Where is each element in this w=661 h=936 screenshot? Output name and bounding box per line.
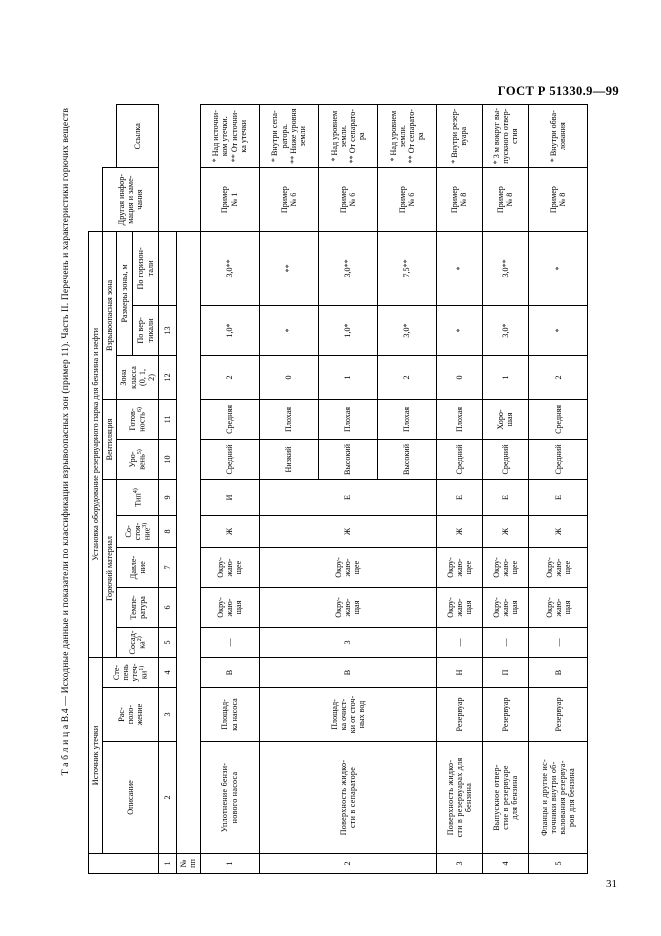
colnum-cell: 1 [159, 854, 177, 874]
cell-other: * Внутри обва- лования [529, 105, 588, 168]
page-number: 31 [606, 878, 617, 890]
cell-vent-ready: Хоро- шая [482, 399, 528, 439]
header-description-col: Описание [103, 742, 159, 854]
cell-pressure: Окру- жаю- щее [436, 547, 482, 587]
cell-leak-degree: В [200, 657, 259, 687]
column-number-row [159, 105, 177, 874]
cell-pressure: Окру- жаю- щее [200, 547, 259, 587]
colnum-cell: 12 [159, 355, 177, 399]
header-vent-level-col [117, 439, 159, 479]
cell-zone-class: 0 [436, 355, 482, 399]
cell-size-horizontal: 7,5** [377, 231, 436, 305]
cell-row-number: 1 [200, 854, 259, 874]
cell-leak-degree: В [259, 657, 436, 687]
cell-size-vertical: 3,0* [377, 305, 436, 355]
cell-vent-ready: Плохая [436, 399, 482, 439]
cell-sosadka: — [482, 627, 528, 657]
colnum-cell: 6 [159, 587, 177, 627]
cell-leak-degree: В [529, 657, 588, 687]
header-type-col [117, 479, 159, 515]
footnote-marker-2: 2) [137, 636, 144, 642]
header-other-col: Другая инфор- мация и заме- чания [103, 168, 159, 231]
cell-size-horizontal: ** [259, 231, 318, 305]
cell-description: Поверхность жидко- сти в сепараторе [259, 742, 436, 854]
header-location-label: Рас- поло- жение [116, 703, 145, 726]
cell-type: И [200, 479, 259, 515]
table-row [259, 105, 318, 874]
cell-zone-class: 1 [318, 355, 377, 399]
cell-type: Е [482, 479, 528, 515]
colnum-cell: 5 [159, 627, 177, 657]
cell-vent-level: Средний [482, 439, 528, 479]
cell-zone-class: 2 [377, 355, 436, 399]
cell-other: * Над уровнем земли. ** От сепарато- ра [318, 105, 377, 168]
header-vent-ready-label: Готов- ность [128, 408, 148, 432]
header-zone-class-col: Зона класса (0, 1, 2) [117, 355, 159, 399]
cell-other: * Над источни- ком утечки. ** От источни- ка утечки [200, 105, 259, 168]
cell-reference: Пример № 1 [200, 168, 259, 231]
cell-row-number: 3 [436, 854, 482, 874]
cell-other: * 3 м вокруг вы- пускного отвер- стия [482, 105, 528, 168]
cell-vent-ready: Плохая [318, 399, 377, 439]
cell-vent-level: Высокий [377, 439, 436, 479]
cell-size-vertical: 1,0* [200, 305, 259, 355]
header-size-horizontal-col: По горизон- тали [133, 231, 159, 305]
cell-row-number: 5 [529, 854, 588, 874]
cell-location: Резервуар [529, 688, 588, 742]
header-size-vertical-col: По вер- тикали [133, 305, 159, 355]
table-head [89, 105, 201, 874]
cell-leak-degree: П [482, 657, 528, 687]
cell-reference: Пример № 6 [318, 168, 377, 231]
cell-size-horizontal: 3,0** [318, 231, 377, 305]
cell-vent-ready: Средняя [529, 399, 588, 439]
colnum-cell: 7 [159, 547, 177, 587]
cell-vent-ready: Плохая [377, 399, 436, 439]
cell-temperature: Окру- жаю- щая [259, 587, 436, 627]
header-leak-degree-label: Сте- пень утеч- ки [111, 663, 150, 682]
header-reference-col: Ссылка [117, 105, 159, 168]
cell-zone-class: 2 [529, 355, 588, 399]
cell-vent-level: Высокий [318, 439, 377, 479]
cell-size-vertical: 3,0* [482, 305, 528, 355]
header-stub-row [177, 105, 200, 874]
cell-reference: Пример № 8 [482, 168, 528, 231]
table-row [482, 105, 528, 874]
header-vent-level-label: Уро- вень [128, 451, 148, 470]
header-sosadka-col [117, 627, 159, 657]
cell-vent-level: Средний [436, 439, 482, 479]
header-location-col [103, 688, 159, 742]
cell-sosadka: — [436, 627, 482, 657]
cell-state: Ж [436, 515, 482, 547]
footnote-marker-6: 6) [137, 407, 144, 413]
header-band-zone-sizes: Размеры зоны, м [117, 231, 133, 355]
colnum-cell: 4 [159, 657, 177, 687]
header-sosadka-label: Сосад- ка [128, 630, 148, 655]
cell-size-vertical: * [259, 305, 318, 355]
cell-temperature: Окру- жаю- щая [482, 587, 528, 627]
cell-type: Е [436, 479, 482, 515]
header-band-zone: Взрывоопасная зона [103, 231, 117, 399]
cell-leak-degree: Н [436, 657, 482, 687]
cell-state: Ж [482, 515, 528, 547]
colnum-cell: 11 [159, 399, 177, 439]
cell-vent-level: Низкий [259, 439, 318, 479]
header-subband-row [103, 105, 117, 874]
cell-temperature: Окру- жаю- щая [529, 587, 588, 627]
cell-description: Поверхность жидко- сти в резервуарах для бензина [436, 742, 482, 854]
cell-row-number: 4 [482, 854, 528, 874]
colnum-cell-blank [159, 231, 177, 305]
cell-zone-class: 2 [200, 355, 259, 399]
cell-reference: Пример № 6 [377, 168, 436, 231]
cell-temperature: Окру- жаю- щая [436, 587, 482, 627]
header-pressure-col: Давле- ние [117, 547, 159, 587]
colnum-cell: 8 [159, 515, 177, 547]
cell-other: * Внутри резер- вуара [436, 105, 482, 168]
footnote-marker-4: 4) [132, 488, 139, 494]
cell-location: Резервуар [436, 688, 482, 742]
cell-type: Е [529, 479, 588, 515]
table-body [200, 105, 588, 874]
table-row [436, 105, 482, 874]
table-caption: Т а б л и ц а В.4 — Исходные данные и показатели по классификации взрывоопасных зон (пример 11). Часть II. Перечень и характеристики горючих веществ [60, 108, 71, 776]
header-type-label: Тип [133, 493, 143, 507]
header-vent-ready-col [117, 399, 159, 439]
cell-zone-class: 0 [259, 355, 318, 399]
cell-size-horizontal: * [436, 231, 482, 305]
header-state-label: Со- стоя- ние [123, 522, 152, 541]
cell-location: Резервуар [482, 688, 528, 742]
cell-size-horizontal: 3,0** [200, 231, 259, 305]
colnum-cell: 10 [159, 439, 177, 479]
header-band-row [89, 105, 103, 874]
cell-zone-class: 1 [482, 355, 528, 399]
standard-number-header: ГОСТ Р 51330.9—99 [497, 84, 619, 98]
footnote-marker-5: 5) [137, 449, 144, 455]
table-row [529, 105, 588, 874]
cell-location: Площад- ка очист- ки от сточ- ных вод [259, 688, 436, 742]
colnum-cell: 9 [159, 479, 177, 515]
cell-size-vertical: * [436, 305, 482, 355]
cell-sosadka: — [529, 627, 588, 657]
cell-state: Ж [200, 515, 259, 547]
header-temperature-col: Темпе- ратура [117, 587, 159, 627]
cell-vent-level: Средний [529, 439, 588, 479]
cell-description: Выпускное отвер- стие в резервуаре для бензина [482, 742, 528, 854]
footnote-marker-1: 1) [139, 665, 146, 671]
header-corner-blank [89, 854, 159, 874]
header-num-col: № пп [177, 854, 200, 874]
cell-reference: Пример № 8 [529, 168, 588, 231]
header-leak-degree-col [103, 657, 159, 687]
cell-description: Фланцы и другие ис- точники внутри об- валования резервуа- ров для бензина [529, 742, 588, 854]
colnum-cell: 2 [159, 742, 177, 854]
table-caption-container [44, 108, 71, 808]
cell-vent-ready: Плохая [259, 399, 318, 439]
cell-sosadka: — [200, 627, 259, 657]
cell-pressure: Окру- жаю- щее [259, 547, 436, 587]
cell-location: Площад- ка насоса [200, 688, 259, 742]
header-band-leak-source: Источник утечки [89, 657, 103, 853]
cell-description: Уплотнение бензи- нового насоса [200, 742, 259, 854]
footnote-marker-3: 3) [141, 522, 148, 528]
header-state-col [117, 515, 159, 547]
cell-state: Ж [259, 515, 436, 547]
cell-sosadka: 3 [259, 627, 436, 657]
cell-type: Е [259, 479, 436, 515]
cell-other: * Над уровнем земли. ** От сепарато- ра [377, 105, 436, 168]
cell-state: Ж [529, 515, 588, 547]
cell-pressure: Окру- жаю- щее [482, 547, 528, 587]
colnum-cell: 3 [159, 688, 177, 742]
cell-vent-level: Средний [200, 439, 259, 479]
cell-other: * Внутри сепа- ратора. ** Ниже уровня земли [259, 105, 318, 168]
cell-size-horizontal: 3,0** [482, 231, 528, 305]
table-row [200, 105, 259, 874]
cell-size-horizontal: * [529, 231, 588, 305]
cell-temperature: Окру- жаю- щая [200, 587, 259, 627]
colnum-cell: 13 [159, 305, 177, 355]
cell-size-vertical: 1,0* [318, 305, 377, 355]
hazardous-zone-classification-table [88, 104, 588, 874]
cell-reference: Пример № 6 [259, 168, 318, 231]
cell-vent-ready: Средняя [200, 399, 259, 439]
cell-pressure: Окру- жаю- щее [529, 547, 588, 587]
cell-reference: Пример № 8 [436, 168, 482, 231]
table-rotation-wrapper [88, 104, 584, 874]
cell-size-vertical: * [529, 305, 588, 355]
header-stub-blank [177, 231, 200, 853]
header-band-ventilation: Вентиляция [103, 399, 117, 479]
header-band-material: Горючий материал [103, 479, 117, 657]
cell-row-number: 2 [259, 854, 436, 874]
header-band-installation: Установка оборудование резервуарного парка для бензина и нефти [89, 231, 103, 657]
